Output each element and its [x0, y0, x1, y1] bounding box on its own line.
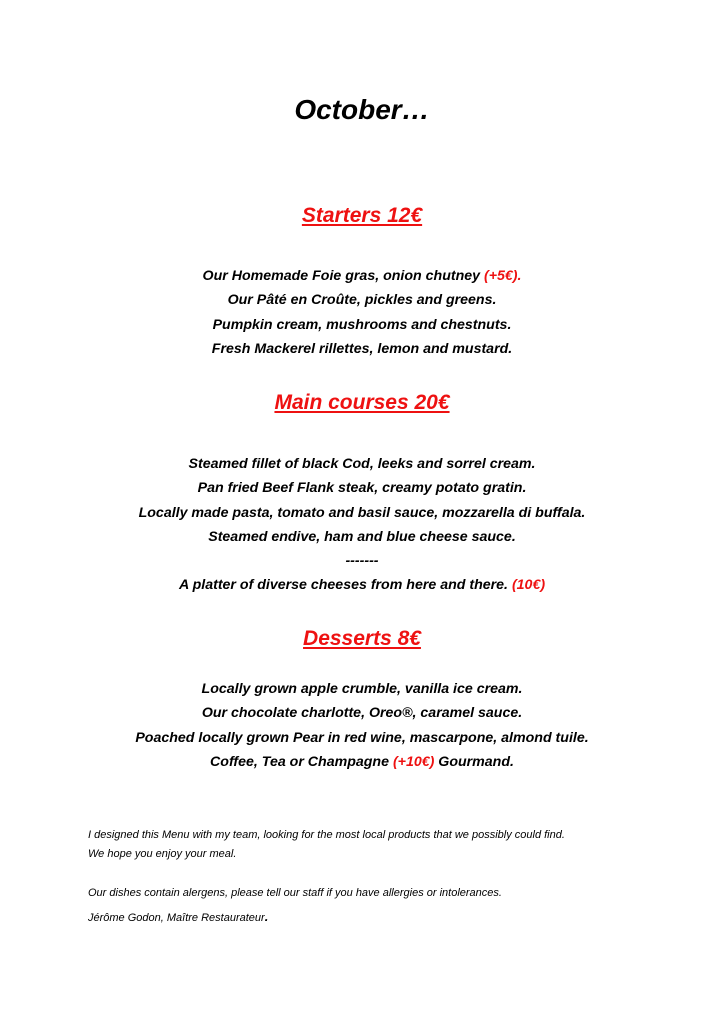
- menu-item-text: Our chocolate charlotte, Oreo®, caramel sauce.: [201, 705, 523, 722]
- menu-item-text: Our Homemade Foie gras, onion chutney: [202, 268, 484, 284]
- main-courses-heading: Main courses 20€: [274, 391, 450, 414]
- menu-item: [0, 452, 724, 476]
- desserts-heading: Desserts 8€: [303, 627, 421, 650]
- menu-item: [0, 549, 724, 573]
- menu-item-text: Steamed endive, ham and blue cheese sauce.: [208, 528, 516, 545]
- menu-item-text: -------: [345, 553, 379, 570]
- menu-item-price-note: (+5€).: [483, 268, 522, 284]
- menu-item-text: Locally grown apple crumble, vanilla ice cream.: [201, 681, 523, 697]
- starters-heading: Starters 12€: [301, 204, 423, 227]
- menu-item: [0, 476, 724, 500]
- menu-item-text-suffix: Gourmand.: [434, 753, 514, 770]
- main-courses-list: [0, 452, 724, 598]
- menu-item-price-note: (10€): [511, 577, 546, 594]
- desserts-list: [0, 677, 724, 774]
- menu-item-text: Pan fried Beef Flank steak, creamy potato gratin.: [197, 480, 527, 497]
- signature-period: .: [264, 909, 269, 924]
- signature-text: Jérôme Godon, Maître Restaurateur: [88, 912, 265, 924]
- menu-item-text: Our Pâté en Croûte, pickles and greens.: [227, 292, 497, 309]
- menu-item-price-note: (+10€): [392, 753, 435, 770]
- menu-item: [0, 750, 724, 774]
- menu-item-text: Pumpkin cream, mushrooms and chestnuts.: [212, 316, 512, 333]
- page-title: October…: [294, 94, 430, 125]
- menu-item: [0, 701, 724, 725]
- menu-item-text: Steamed fillet of black Cod, leeks and sorrel cream.: [188, 456, 536, 472]
- menu-item: [0, 264, 724, 288]
- footer-note-allergens: Our dishes contain alergens, please tell our staff if you have allergies or intolerances.: [88, 887, 502, 899]
- menu-item-text: Poached locally grown Pear in red wine, mascarpone, almond tuile.: [135, 729, 589, 746]
- footer-signature: [88, 907, 688, 928]
- menu-item: [0, 337, 724, 361]
- menu-item-text: Fresh Mackerel rillettes, lemon and mustard.: [211, 340, 513, 357]
- menu-item: [0, 677, 724, 701]
- footer-note-team: I designed this Menu with my team, looking for the most local products that we possibly could find.: [88, 829, 565, 841]
- menu-item-text: A platter of diverse cheeses from here and there.: [178, 577, 512, 594]
- footer-note-enjoy: We hope you enjoy your meal.: [88, 848, 237, 860]
- menu-item: [0, 525, 724, 549]
- menu-item: [0, 288, 724, 312]
- menu-item: [0, 573, 724, 597]
- menu-item-text: Coffee, Tea or Champagne: [210, 753, 393, 770]
- menu-item: [0, 501, 724, 525]
- menu-item-text: Locally made pasta, tomato and basil sauce, mozzarella di buffala.: [138, 504, 586, 521]
- menu-item: [0, 313, 724, 337]
- menu-item: [0, 726, 724, 750]
- starters-list: [0, 264, 724, 361]
